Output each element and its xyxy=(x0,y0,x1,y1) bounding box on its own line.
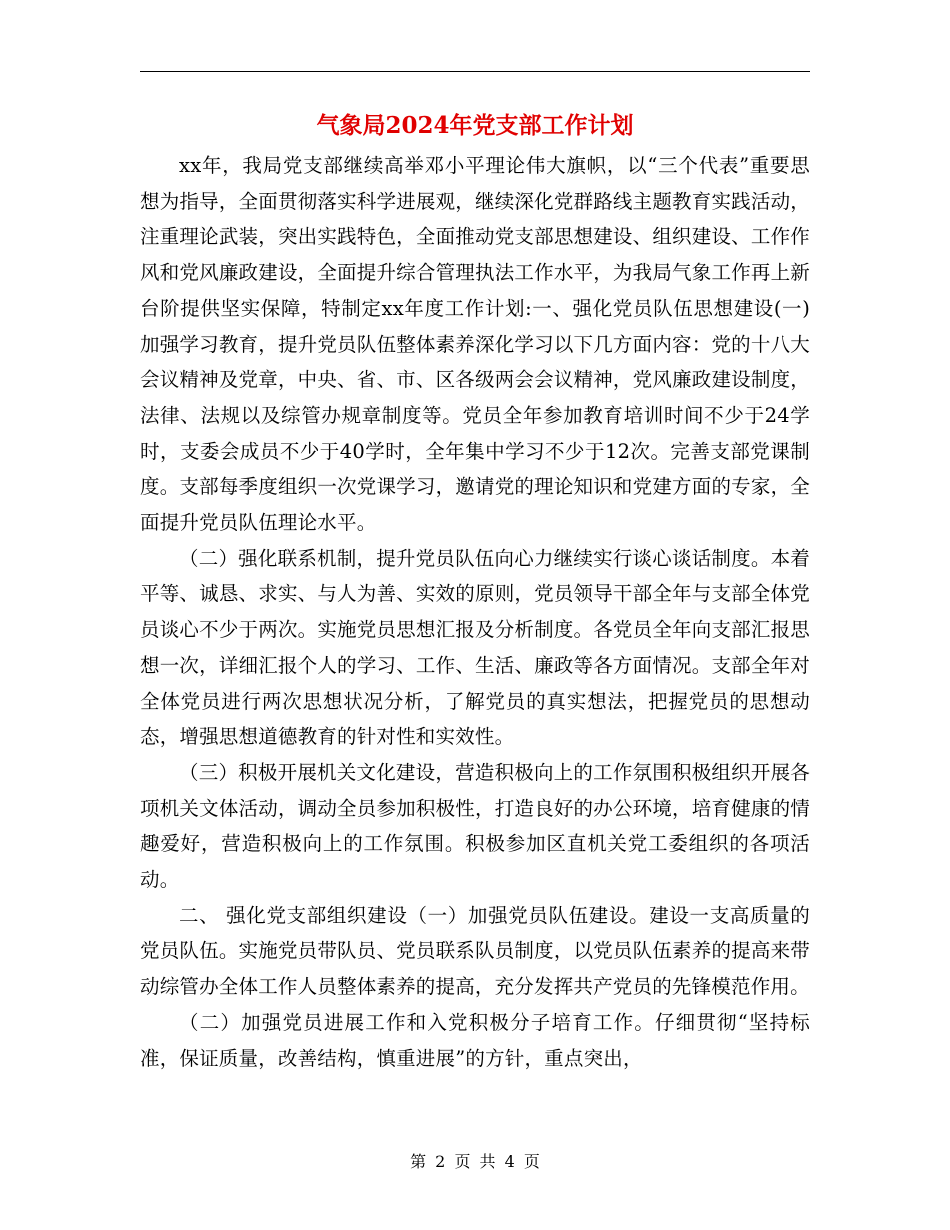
document-body xyxy=(140,148,810,1076)
header-rule xyxy=(140,71,810,72)
paragraph-1: xx年，我局党支部继续高举邓小平理论伟大旗帜，以“三个代表”重要思想为指导，全面贯彻落实科学进展观，继续深化党群路线主题教育实践活动，注重理论武装，突出实践特色，全面推动党支部思想建设、组织建设、工作作风和党风廉政建设，全面提升综合管理执法工作水平，为我局气象工作再上新台阶提供坚实保障，特制定xx年度工作计划:一、强化党员队伍思想建设(一)加强学习教育，提升党员队伍整体素养深化学习以下几方面内容：党的十八大会议精神及党章，中央、省、市、区各级两会会议精神，党风廉政建设制度，法律、法规以及综管办规章制度等。党员全年参加教育培训时间不少于24学时，支委会成员不少于40学时，全年集中学习不少于12次。完善支部党课制度。支部每季度组织一次党课学习，邀请党的理论知识和党建方面的专家，全面提升党员队伍理论水平。 xyxy=(140,154,810,535)
document-title: 气象局2024年党支部工作计划 xyxy=(316,112,634,139)
paragraph-5: （二）加强党员进展工作和入党积极分子培育工作。仔细贯彻“坚持标准，保证质量，改善结构，慎重进展”的方针，重点突出， xyxy=(140,1010,810,1070)
page-number: 第 2 页 共 4 页 xyxy=(410,1152,540,1171)
paragraph-4: 二、 强化党支部组织建设（一）加强党员队伍建设。建设一支高质量的党员队伍。实施党员带队员、党员联系队员制度，以党员队伍素养的提高来带动综管办全体工作人员整体素养的提高，充分发挥共产党员的先锋模范作用。 xyxy=(140,903,810,999)
paragraph-3: （三）积极开展机关文化建设，营造积极向上的工作氛围积极组织开展各项机关文体活动，调动全员参加积极性，打造良好的办公环境，培育健康的情趣爱好，营造积极向上的工作氛围。积极参加区直机关党工委组织的各项活动。 xyxy=(140,760,810,892)
paragraph-2: （二）强化联系机制，提升党员队伍向心力继续实行谈心谈话制度。本着平等、诚恳、求实、与人为善、实效的原则，党员领导干部全年与支部全体党员谈心不少于两次。实施党员思想汇报及分析制度。各党员全年向支部汇报思想一次，详细汇报个人的学习、工作、生活、廉政等各方面情况。支部全年对全体党员进行两次思想状况分析，了解党员的真实想法，把握党员的思想动态，增强思想道德教育的针对性和实效性。 xyxy=(140,546,810,749)
